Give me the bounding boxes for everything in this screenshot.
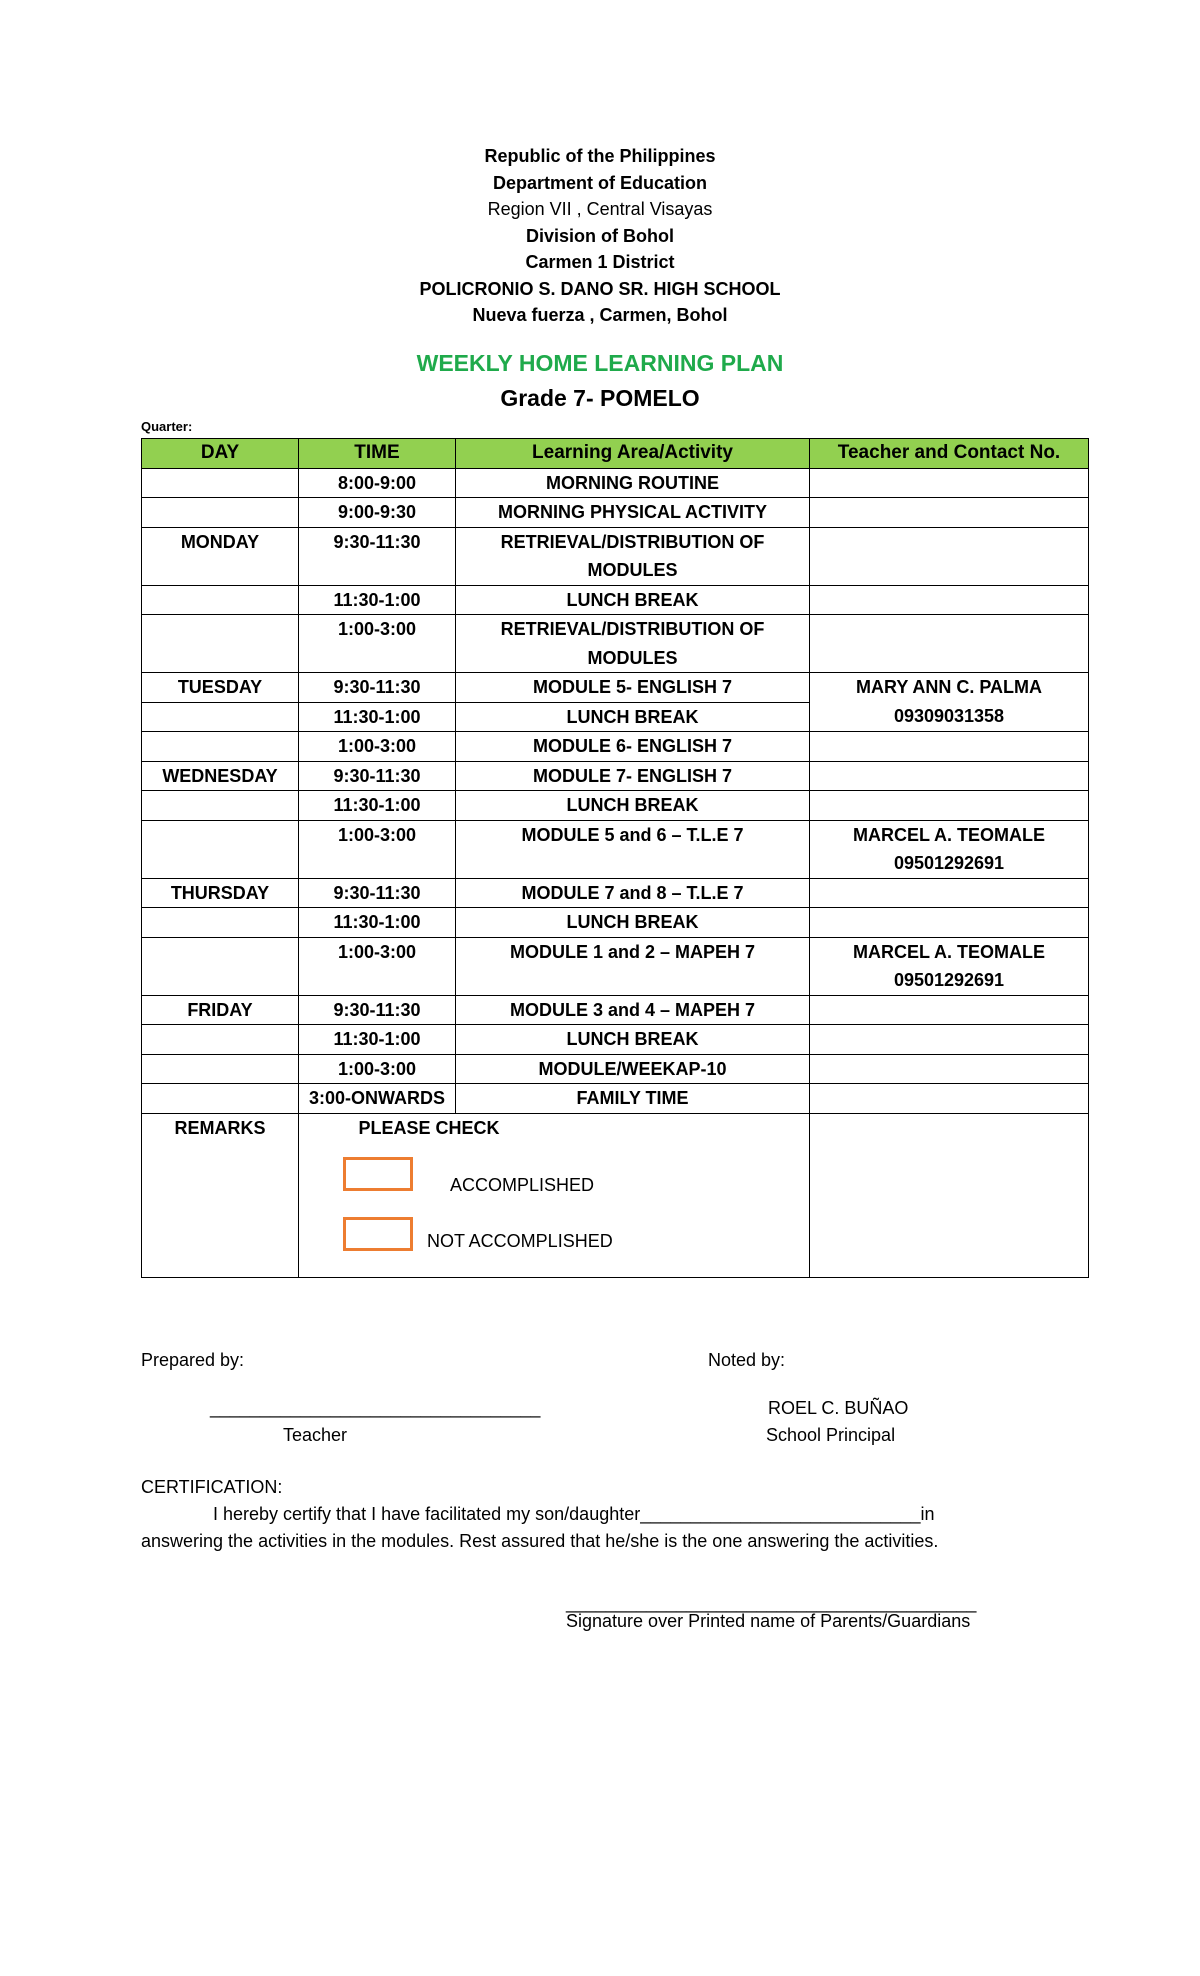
cell-time: 9:30-11:30 — [299, 527, 456, 585]
certification-heading: CERTIFICATION: — [141, 1477, 283, 1497]
cell-day: THURSDAY — [142, 878, 299, 908]
cell-time: 9:30-11:30 — [299, 761, 456, 791]
cell-teacher — [810, 585, 1089, 615]
cell-time: 11:30-1:00 — [299, 702, 456, 732]
table-row — [142, 791, 1089, 821]
cell-day — [142, 937, 299, 995]
cell-time: 9:30-11:30 — [299, 673, 456, 703]
cell-time: 1:00-3:00 — [299, 732, 456, 762]
table-row — [142, 673, 1089, 703]
header-division: Division of Bohol — [526, 225, 674, 246]
cell-teacher — [810, 732, 1089, 762]
cell-time: 9:30-11:30 — [299, 995, 456, 1025]
please-check-label: PLEASE CHECK — [358, 1117, 500, 1138]
cell-activity: MODULE 5- ENGLISH 7 — [456, 673, 810, 703]
cell-activity: MODULE/WEEKAP-10 — [456, 1054, 810, 1084]
table-row — [142, 527, 1089, 585]
cell-teacher — [810, 1054, 1089, 1084]
column-header-teacher: Teacher and Contact No. — [810, 439, 1089, 469]
cell-day — [142, 732, 299, 762]
cell-day — [142, 1025, 299, 1055]
cell-activity: MORNING ROUTINE — [456, 468, 810, 498]
cell-activity: MODULE 7 and 8 – T.L.E 7 — [456, 878, 810, 908]
teacher-label: Teacher — [283, 1425, 348, 1445]
cell-time: 8:00-9:00 — [299, 468, 456, 498]
cell-teacher: MARCEL A. TEOMALE 09501292691 — [810, 937, 1089, 995]
cell-teacher — [810, 878, 1089, 908]
cell-day — [142, 1054, 299, 1084]
certification-block — [141, 1474, 1071, 1555]
cell-activity: LUNCH BREAK — [456, 908, 810, 938]
cell-day — [142, 585, 299, 615]
header-region: Region VII , Central Visayas — [487, 199, 713, 219]
certification-text-end: answering the activities in the modules. Rest assured that he/she is the one answering the activities. — [141, 1531, 939, 1551]
header-address: Nueva fuerza , Carmen, Bohol — [472, 305, 728, 325]
parent-signature-line: _________________________________________ — [566, 1593, 977, 1613]
table-header-row — [142, 439, 1089, 469]
cell-activity: RETRIEVAL/DISTRIBUTION OF MODULES — [456, 527, 810, 585]
table-row — [142, 937, 1089, 995]
document-header — [0, 143, 1200, 329]
cell-day — [142, 820, 299, 878]
table-row — [142, 468, 1089, 498]
plan-title: WEEKLY HOME LEARNING PLAN — [416, 350, 784, 376]
table-row — [142, 1084, 1089, 1114]
remarks-check-cell — [299, 1113, 810, 1277]
cell-activity: MODULE 3 and 4 – MAPEH 7 — [456, 995, 810, 1025]
principal-title: School Principal — [766, 1425, 896, 1445]
cell-activity: MORNING PHYSICAL ACTIVITY — [456, 498, 810, 528]
quarter-label: Quarter: — [141, 419, 193, 434]
table-row — [142, 820, 1089, 878]
cell-time: 1:00-3:00 — [299, 1054, 456, 1084]
cell-activity: LUNCH BREAK — [456, 1025, 810, 1055]
cell-time: 1:00-3:00 — [299, 820, 456, 878]
cell-day — [142, 702, 299, 732]
header-school: POLICRONIO S. DANO SR. HIGH SCHOOL — [419, 278, 781, 299]
table-row — [142, 732, 1089, 762]
cell-time: 1:00-3:00 — [299, 937, 456, 995]
remarks-empty-cell — [810, 1113, 1089, 1277]
table-row — [142, 1054, 1089, 1084]
accomplished-label: ACCOMPLISHED — [450, 1174, 595, 1195]
table-row — [142, 878, 1089, 908]
table-row — [142, 908, 1089, 938]
cell-time: 11:30-1:00 — [299, 908, 456, 938]
column-header-activity: Learning Area/Activity — [456, 439, 810, 469]
principal-name: ROEL C. BUÑAO — [768, 1398, 909, 1418]
cell-activity: MODULE 7- ENGLISH 7 — [456, 761, 810, 791]
header-district: Carmen 1 District — [525, 252, 675, 272]
cell-time: 11:30-1:00 — [299, 1025, 456, 1055]
cell-day — [142, 791, 299, 821]
table-row — [142, 1025, 1089, 1055]
not-accomplished-checkbox[interactable] — [343, 1217, 413, 1251]
cell-time: 9:30-11:30 — [299, 878, 456, 908]
cell-teacher: MARY ANN C. PALMA 09309031358 — [810, 673, 1089, 732]
accomplished-checkbox[interactable] — [343, 1157, 413, 1191]
cell-teacher — [810, 995, 1089, 1025]
cell-activity: RETRIEVAL/DISTRIBUTION OF MODULES — [456, 615, 810, 673]
column-header-day: DAY — [142, 439, 299, 469]
prepared-by-label: Prepared by: — [141, 1350, 245, 1370]
not-accomplished-label: NOT ACCOMPLISHED — [427, 1230, 613, 1251]
cell-teacher — [810, 1025, 1089, 1055]
table-row — [142, 995, 1089, 1025]
cell-teacher — [810, 527, 1089, 585]
cell-activity: LUNCH BREAK — [456, 702, 810, 732]
cell-day: WEDNESDAY — [142, 761, 299, 791]
header-republic: Republic of the Philippines — [484, 146, 716, 166]
certification-text-start: I hereby certify that I have facilitated my son/daughter — [213, 1504, 641, 1524]
cell-day: MONDAY — [142, 527, 299, 585]
cell-day — [142, 615, 299, 673]
cell-activity: LUNCH BREAK — [456, 585, 810, 615]
table-row — [142, 761, 1089, 791]
teacher-signature-line: _________________________________ — [210, 1398, 541, 1418]
cell-time: 11:30-1:00 — [299, 791, 456, 821]
learning-plan-table — [141, 438, 1089, 1278]
cell-day — [142, 468, 299, 498]
cell-teacher — [810, 498, 1089, 528]
parent-signature-label: Signature over Printed name of Parents/Guardians — [566, 1611, 971, 1631]
header-department: Department of Education — [492, 172, 707, 193]
cell-day: FRIDAY — [142, 995, 299, 1025]
table-row — [142, 498, 1089, 528]
noted-by-label: Noted by: — [708, 1350, 786, 1370]
cell-teacher — [810, 908, 1089, 938]
remarks-row — [142, 1113, 1089, 1277]
cell-time: 9:00-9:30 — [299, 498, 456, 528]
child-name-blank[interactable]: ____________________________ — [640, 1504, 921, 1524]
cell-day — [142, 1084, 299, 1114]
cell-teacher — [810, 615, 1089, 673]
remarks-label: REMARKS — [142, 1113, 299, 1277]
certification-text-mid: in — [920, 1504, 935, 1524]
cell-activity: MODULE 1 and 2 – MAPEH 7 — [456, 937, 810, 995]
cell-activity: FAMILY TIME — [456, 1084, 810, 1114]
certification-line-1 — [141, 1501, 1071, 1528]
cell-teacher — [810, 1084, 1089, 1114]
cell-teacher — [810, 468, 1089, 498]
cell-teacher: MARCEL A. TEOMALE 09501292691 — [810, 820, 1089, 878]
cell-time: 11:30-1:00 — [299, 585, 456, 615]
grade-section: Grade 7- POMELO — [500, 385, 700, 411]
cell-day — [142, 908, 299, 938]
table-row — [142, 615, 1089, 673]
cell-teacher — [810, 761, 1089, 791]
column-header-time: TIME — [299, 439, 456, 469]
cell-time: 3:00-ONWARDS — [299, 1084, 456, 1114]
table-row — [142, 585, 1089, 615]
cell-activity: MODULE 5 and 6 – T.L.E 7 — [456, 820, 810, 878]
cell-activity: MODULE 6- ENGLISH 7 — [456, 732, 810, 762]
cell-teacher — [810, 791, 1089, 821]
cell-day: TUESDAY — [142, 673, 299, 703]
cell-activity: LUNCH BREAK — [456, 791, 810, 821]
cell-time: 1:00-3:00 — [299, 615, 456, 673]
cell-day — [142, 498, 299, 528]
table-body — [142, 468, 1089, 1113]
